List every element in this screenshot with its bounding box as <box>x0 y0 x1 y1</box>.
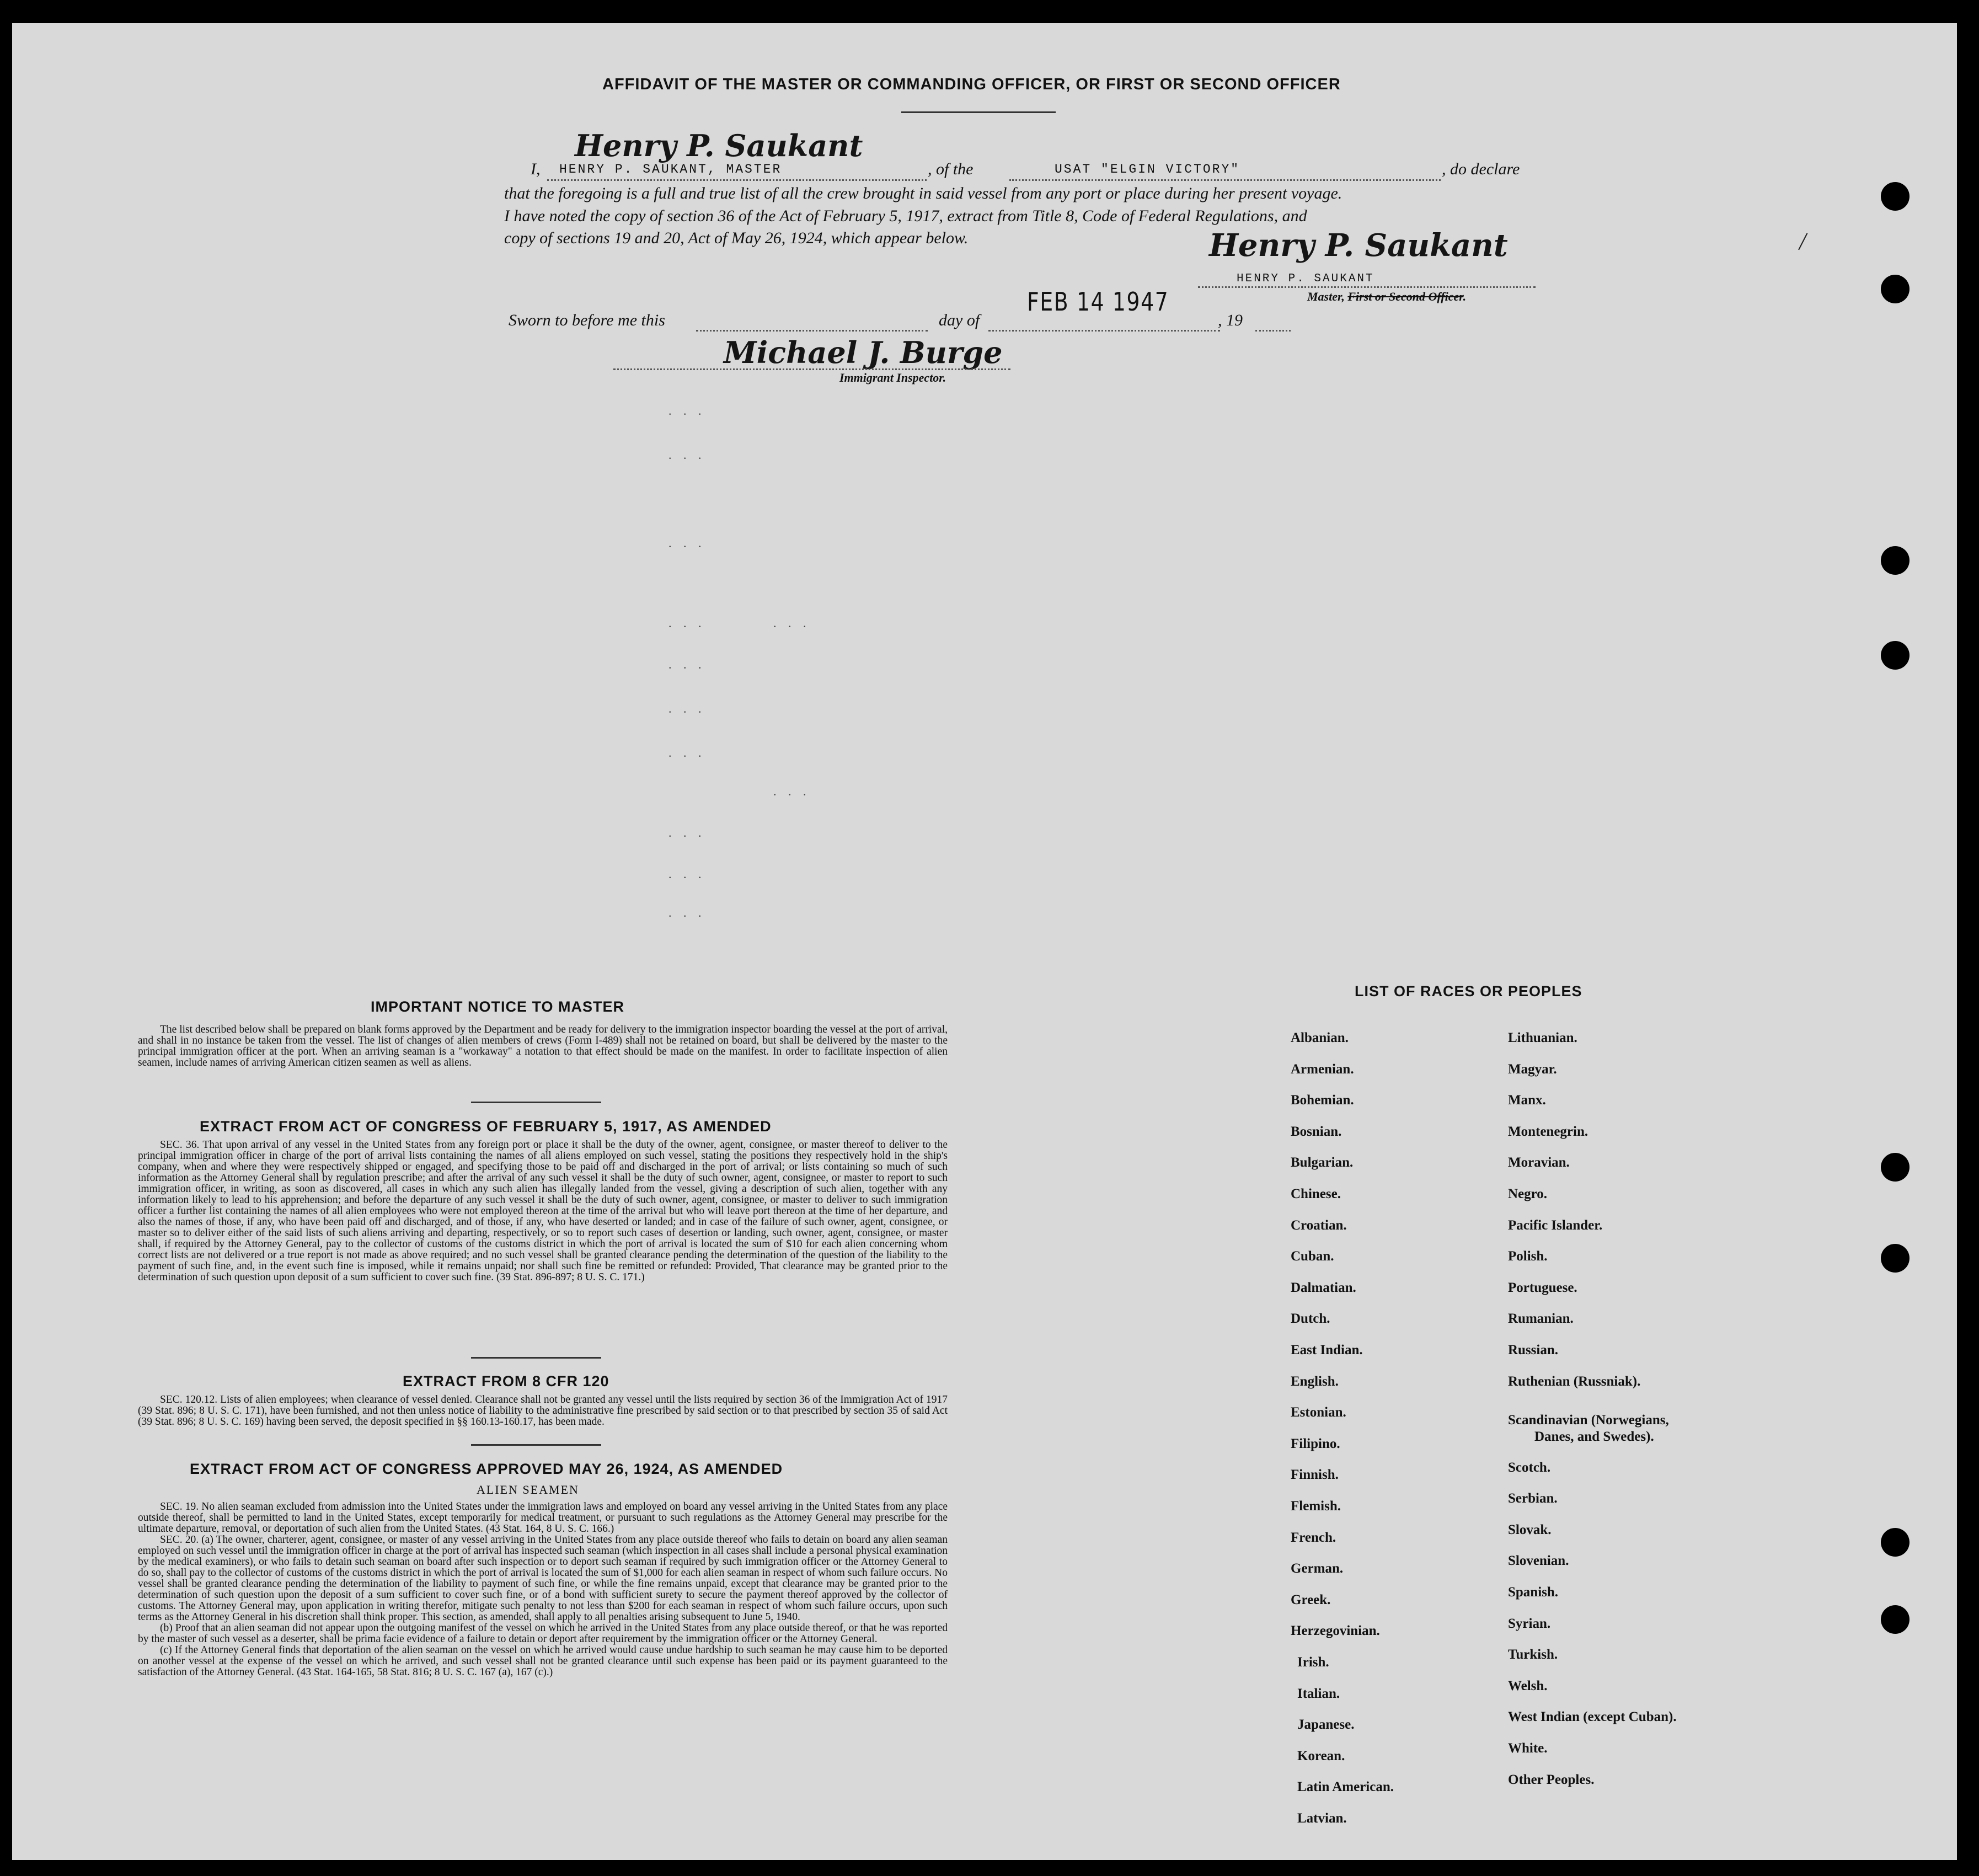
race-item: Rumanian. <box>1508 1311 1574 1327</box>
race-item: Negro. <box>1508 1186 1548 1201</box>
race-item: Welsh. <box>1508 1678 1548 1693</box>
race-item: Slovak. <box>1508 1522 1552 1537</box>
faint-dots: . . . <box>668 536 706 550</box>
sworn-day-line <box>696 330 928 332</box>
race-item: Spanish. <box>1508 1585 1559 1600</box>
race-item: Chinese. <box>1291 1186 1341 1201</box>
race-item: Ruthenian (Russniak). <box>1508 1373 1641 1389</box>
race-item: Scotch. <box>1508 1460 1551 1475</box>
race-item: Estonian. <box>1291 1405 1346 1420</box>
extract-1917-title: EXTRACT FROM ACT OF CONGRESS OF FEBRUARY 5, 1917, AS AMENDED <box>200 1118 772 1135</box>
extract-1924-sec20c: (c) If the Attorney General finds that deportation of the alien seaman on the vessel on which he arrived would cause undue hardship to such seaman he may cause him to be deported on another vessel at the expense of the vessel on which he arrived, and such vessel shall not be granted clearance until such expense has been paid or its payment guaranteed to the satisfaction of the Attorney General. (43 Stat. 164-165, 58 Stat. 816; 8 U. S. C. 167 (a), 167 (c).) <box>138 1644 948 1678</box>
year-prefix: , 19 <box>1218 311 1243 329</box>
race-item: Polish. <box>1508 1249 1548 1264</box>
master-signature-top: Henry P. Saukant <box>575 128 863 163</box>
faint-dots: . . . <box>668 906 706 920</box>
divider-2 <box>471 1357 601 1359</box>
races-title: LIST OF RACES OR PEOPLES <box>1355 983 1582 1000</box>
punch-hole <box>1881 1153 1910 1182</box>
do-declare-label: , do declare <box>1442 160 1520 178</box>
race-item: Turkish. <box>1508 1647 1558 1663</box>
document-page <box>12 23 1957 1860</box>
race-item: White. <box>1508 1741 1548 1756</box>
faint-dots: . . . <box>773 784 811 798</box>
race-item: Portuguese. <box>1508 1280 1577 1295</box>
i-label: I, <box>531 160 541 178</box>
race-item: Japanese. <box>1297 1717 1355 1733</box>
race-item: Dutch. <box>1291 1311 1330 1327</box>
master-title: Master, First or Second Officer. <box>1307 290 1467 303</box>
title-rule <box>901 111 1056 113</box>
extract-1924-block <box>138 1501 948 1678</box>
faint-dots: . . . <box>668 867 706 881</box>
punch-hole <box>1881 182 1910 211</box>
affidavit-line-3: I have noted the copy of section 36 of the Act of February 5, 1917, extract from Title 8, Code of Federal Regulations, and <box>504 207 1307 225</box>
faint-dots: . . . <box>668 702 706 715</box>
punch-hole <box>1881 546 1910 575</box>
extract-1924-sec20a: SEC. 20. (a) The owner, charterer, agent, consignee, or master of any vessel arriving in the United States from any place outside thereof who fails to detain on board any alien seaman employed on such vessel until the immigration officer in charge at the port of arrival has inspected such seaman (which inspection in all cases shall include a personal physical examination by the medical examiners), or who fails to detain such seaman on board after such inspection or to deport such seaman if required by such immigration officer or the Attorney General to do so, shall pay to the collector of customs of the customs district in which the port of arrival is located the sum of $1,000 for each alien seaman in respect of whom such failure occurs. No vessel shall be granted clearance pending the determination of the liability to payment of such fine, or while the fine remains unpaid, except that clearance may be granted prior to the determination of such question upon the deposit of a sum sufficient to cover such fine, or of a bond with sufficient surety to secure the payment thereof approved by the collector of customs. The Attorney General may, upon application in writing therefor, mitigate such penalty to not less than $200 for each seaman in respect of whom such failure occurs, upon such terms as the Attorney General in his discretion shall think proper. This section, as amended, shall apply to all penalties arising subsequent to June 5, 1940. <box>138 1534 948 1623</box>
race-item: Slovenian. <box>1508 1553 1569 1569</box>
faint-dots: . . . <box>668 448 706 462</box>
race-item: French. <box>1291 1530 1336 1545</box>
faint-dots: . . . <box>668 826 706 840</box>
race-item: Syrian. <box>1508 1616 1551 1631</box>
faint-dots: . . . <box>773 616 811 630</box>
date-stamp: FEB 14 1947 <box>1027 287 1169 317</box>
affidavit-title: AFFIDAVIT OF THE MASTER OR COMMANDING OFFICER, OR FIRST OR SECOND OFFICER <box>602 76 1341 93</box>
race-item: Scandinavian (Norwegians, <box>1508 1412 1669 1428</box>
race-item: Albanian. <box>1291 1030 1349 1045</box>
faint-dots: . . . <box>668 658 706 671</box>
master-name-typed: HENRY P. SAUKANT, MASTER <box>559 162 782 177</box>
race-item: Korean. <box>1297 1748 1345 1763</box>
pencil-mark: / <box>1799 228 1806 255</box>
punch-hole <box>1881 1528 1910 1557</box>
race-item: German. <box>1291 1561 1344 1576</box>
divider-3 <box>471 1444 601 1446</box>
master-title-label: Master, <box>1307 290 1345 303</box>
extract-cfr-text: SEC. 120.12. Lists of alien employees; when clearance of vessel denied. Clearance shall not be granted any vessel until the lists required by section 36 of the Immigration Act of 1917 (39 Stat. 896; 8 U. S. C. 171), have been furnished, and not then unless notice of liability to the administrative fine prescribed by said section or to that prescribed by section 35 of said Act (39 Stat. 896; 8 U. S. C. 169) having been served, the deposit specified in §§ 160.13-160.17, has been made. <box>138 1394 948 1428</box>
divider-1 <box>471 1102 601 1103</box>
sworn-label: Sworn to before me this <box>509 311 665 329</box>
notice-block <box>138 1024 948 1068</box>
race-item: Other Peoples. <box>1508 1772 1595 1787</box>
race-item: Manx. <box>1508 1093 1546 1108</box>
master-signature-typed: HENRY P. SAUKANT <box>1237 272 1374 285</box>
race-item: Bulgarian. <box>1291 1155 1354 1171</box>
master-title-struck: First or Second Officer <box>1347 290 1463 303</box>
race-item: Croatian. <box>1291 1217 1347 1233</box>
faint-dots: . . . <box>668 616 706 630</box>
race-item: Danes, and Swedes). <box>1534 1429 1654 1444</box>
race-item: English. <box>1291 1373 1339 1389</box>
master-signature-line <box>1198 286 1536 288</box>
race-item: East Indian. <box>1291 1343 1363 1357</box>
extract-1924-sec20b: (b) Proof that an alien seaman did not appear upon the outgoing manifest of the vessel on which he arrived in the United States from any place outside thereof, or that he was reported by the master of such vessel as a deserter, shall be prima facie evidence of a failure to detain or deport after requirement by the immigration officer or the Attorney General. <box>138 1622 948 1645</box>
vessel-line <box>1009 179 1441 181</box>
race-item: Bosnian. <box>1291 1124 1342 1139</box>
race-item: Herzegovinian. <box>1291 1623 1380 1639</box>
master-signature-right: Henry P. Saukant <box>1209 227 1508 264</box>
of-the-label: , of the <box>928 160 974 178</box>
vessel-name-typed: USAT "ELGIN VICTORY" <box>1055 162 1240 177</box>
race-item: Italian. <box>1297 1686 1340 1701</box>
race-item: Russian. <box>1508 1343 1559 1357</box>
race-item: Irish. <box>1297 1655 1329 1670</box>
race-item: Filipino. <box>1291 1436 1340 1451</box>
race-item: Flemish. <box>1291 1499 1341 1514</box>
race-item: Cuban. <box>1291 1249 1334 1264</box>
race-item: Dalmatian. <box>1291 1280 1356 1295</box>
race-item: Finnish. <box>1291 1467 1339 1483</box>
notice-text: The list described below shall be prepared on blank forms approved by the Department and be ready for delivery to the immigration inspector boarding the vessel at the port of arrival, and shall in no instance be taken from the vessel. The list of changes of alien members of crews (Form I-489) shall not be retained on board, but shall be delivered by the master to the principal immigration officer at the port. When an arriving seaman is a "workaway" a notation to that effect should be made on the manifest. In order to facilitate inspection of alien seamen, include names of arriving American citizen seamen as well as aliens. <box>138 1024 948 1068</box>
punch-hole <box>1881 275 1910 303</box>
extract-cfr-block <box>138 1394 948 1428</box>
extract-1924-subtitle: ALIEN SEAMEN <box>477 1483 579 1496</box>
race-item: Bohemian. <box>1291 1093 1354 1108</box>
race-item: Greek. <box>1291 1592 1331 1607</box>
race-item: Pacific Islander. <box>1508 1217 1603 1233</box>
extract-1917-text: SEC. 36. That upon arrival of any vessel in the United States from any foreign port or place it shall be the duty of the owner, agent, consignee, or master thereof to deliver to the principal immigration officer in charge of the port of arrival lists containing the names of all aliens employed on such vessel, stating the positions they respectively hold in the ship's company, when and where they were respectively shipped or engaged, and specifying those to be paid off and discharged in the port of arrival; or lists containing so much of such information as the Attorney General shall by regulation prescribe; and after the arrival of any such vessel it shall be the duty of such owner, agent, consignee, or master to report to such immigration officer, in writing, as soon as discovered, all cases in which any such alien has illegally landed from the vessel, giving a description of such alien, together with any information likely to lead to his apprehension; and before the departure of any such vessel it shall be the duty of such owner, agent, consignee, or master to deliver to such immigration officer a further list containing the names of all alien employees who were not employed thereon at the time of the arrival but who will leave port thereon at the time of her departure, and also the names of those, if any, who have been paid off and discharged, and of those, if any, who have deserted or landed; and in case of the failure of such owner, agent, consignee, or master so to deliver either of the said lists of such aliens arriving and departing, respectively, or so to report such cases of desertion or landing, such owner, agent, consignee, or master shall, if required by the Attorney General, pay to the collector of customs of the customs district in which the port of arrival is located the sum of $10 for each alien concerning whom correct lists are not delivered or a true report is not made as above required; and no such vessel shall be granted clearance pending the determination of the question of the liability to the payment of such fine, and, in the event such fine is imposed, while it remains unpaid; nor shall such fine be remitted or refunded: Provided, That clearance may be granted prior to the determination of such question upon deposit of a sum sufficient to cover such fine. (39 Stat. 896-897; 8 U. S. C. 171.) <box>138 1139 948 1283</box>
race-item: Latvian. <box>1297 1811 1347 1826</box>
extract-1924-sec19: SEC. 19. No alien seaman excluded from admission into the United States under the immigration laws and employed on board any vessel arriving in the United States from any place outside thereof, shall be permitted to land in the United States, except temporarily for medical treatment, or pursuant to such regulations as the Attorney General may prescribe for the ultimate departure, removal, or deportation of such alien from the United States. (43 Stat. 164, 8 U. S. C. 166.) <box>138 1501 948 1535</box>
race-item: Montenegrin. <box>1508 1124 1588 1139</box>
day-of-label: day of <box>939 311 980 329</box>
inspector-label: Immigrant Inspector. <box>839 371 946 384</box>
inspector-line <box>613 368 1010 370</box>
faint-dots: . . . <box>668 746 706 760</box>
race-item: Armenian. <box>1291 1061 1354 1077</box>
faint-dots: . . . <box>668 404 706 418</box>
race-item: West Indian (except Cuban). <box>1508 1709 1677 1725</box>
affidavit-line-4: copy of sections 19 and 20, Act of May 26, 1924, which appear below. <box>504 229 969 247</box>
race-item: Serbian. <box>1508 1491 1558 1506</box>
race-item: Latin American. <box>1297 1779 1394 1795</box>
extract-1924-title: EXTRACT FROM ACT OF CONGRESS APPROVED MAY 26, 1924, AS AMENDED <box>190 1461 783 1477</box>
notice-title: IMPORTANT NOTICE TO MASTER <box>371 998 624 1015</box>
punch-hole <box>1881 641 1910 670</box>
sworn-year-line <box>1255 330 1291 332</box>
race-item: Magyar. <box>1508 1061 1557 1077</box>
extract-cfr-title: EXTRACT FROM 8 CFR 120 <box>403 1373 609 1389</box>
inspector-signature: Michael J. Burge <box>724 335 1003 370</box>
affidavit-line-2: that the foregoing is a full and true list of all the crew brought in said vessel from any port or place during her present voyage. <box>504 184 1342 202</box>
master-name-line <box>547 179 927 181</box>
extract-1917-block <box>138 1140 948 1283</box>
punch-hole <box>1881 1244 1910 1273</box>
sworn-month-line <box>988 330 1220 332</box>
race-item: Moravian. <box>1508 1155 1570 1171</box>
punch-hole <box>1881 1605 1910 1634</box>
race-item: Lithuanian. <box>1508 1030 1577 1045</box>
